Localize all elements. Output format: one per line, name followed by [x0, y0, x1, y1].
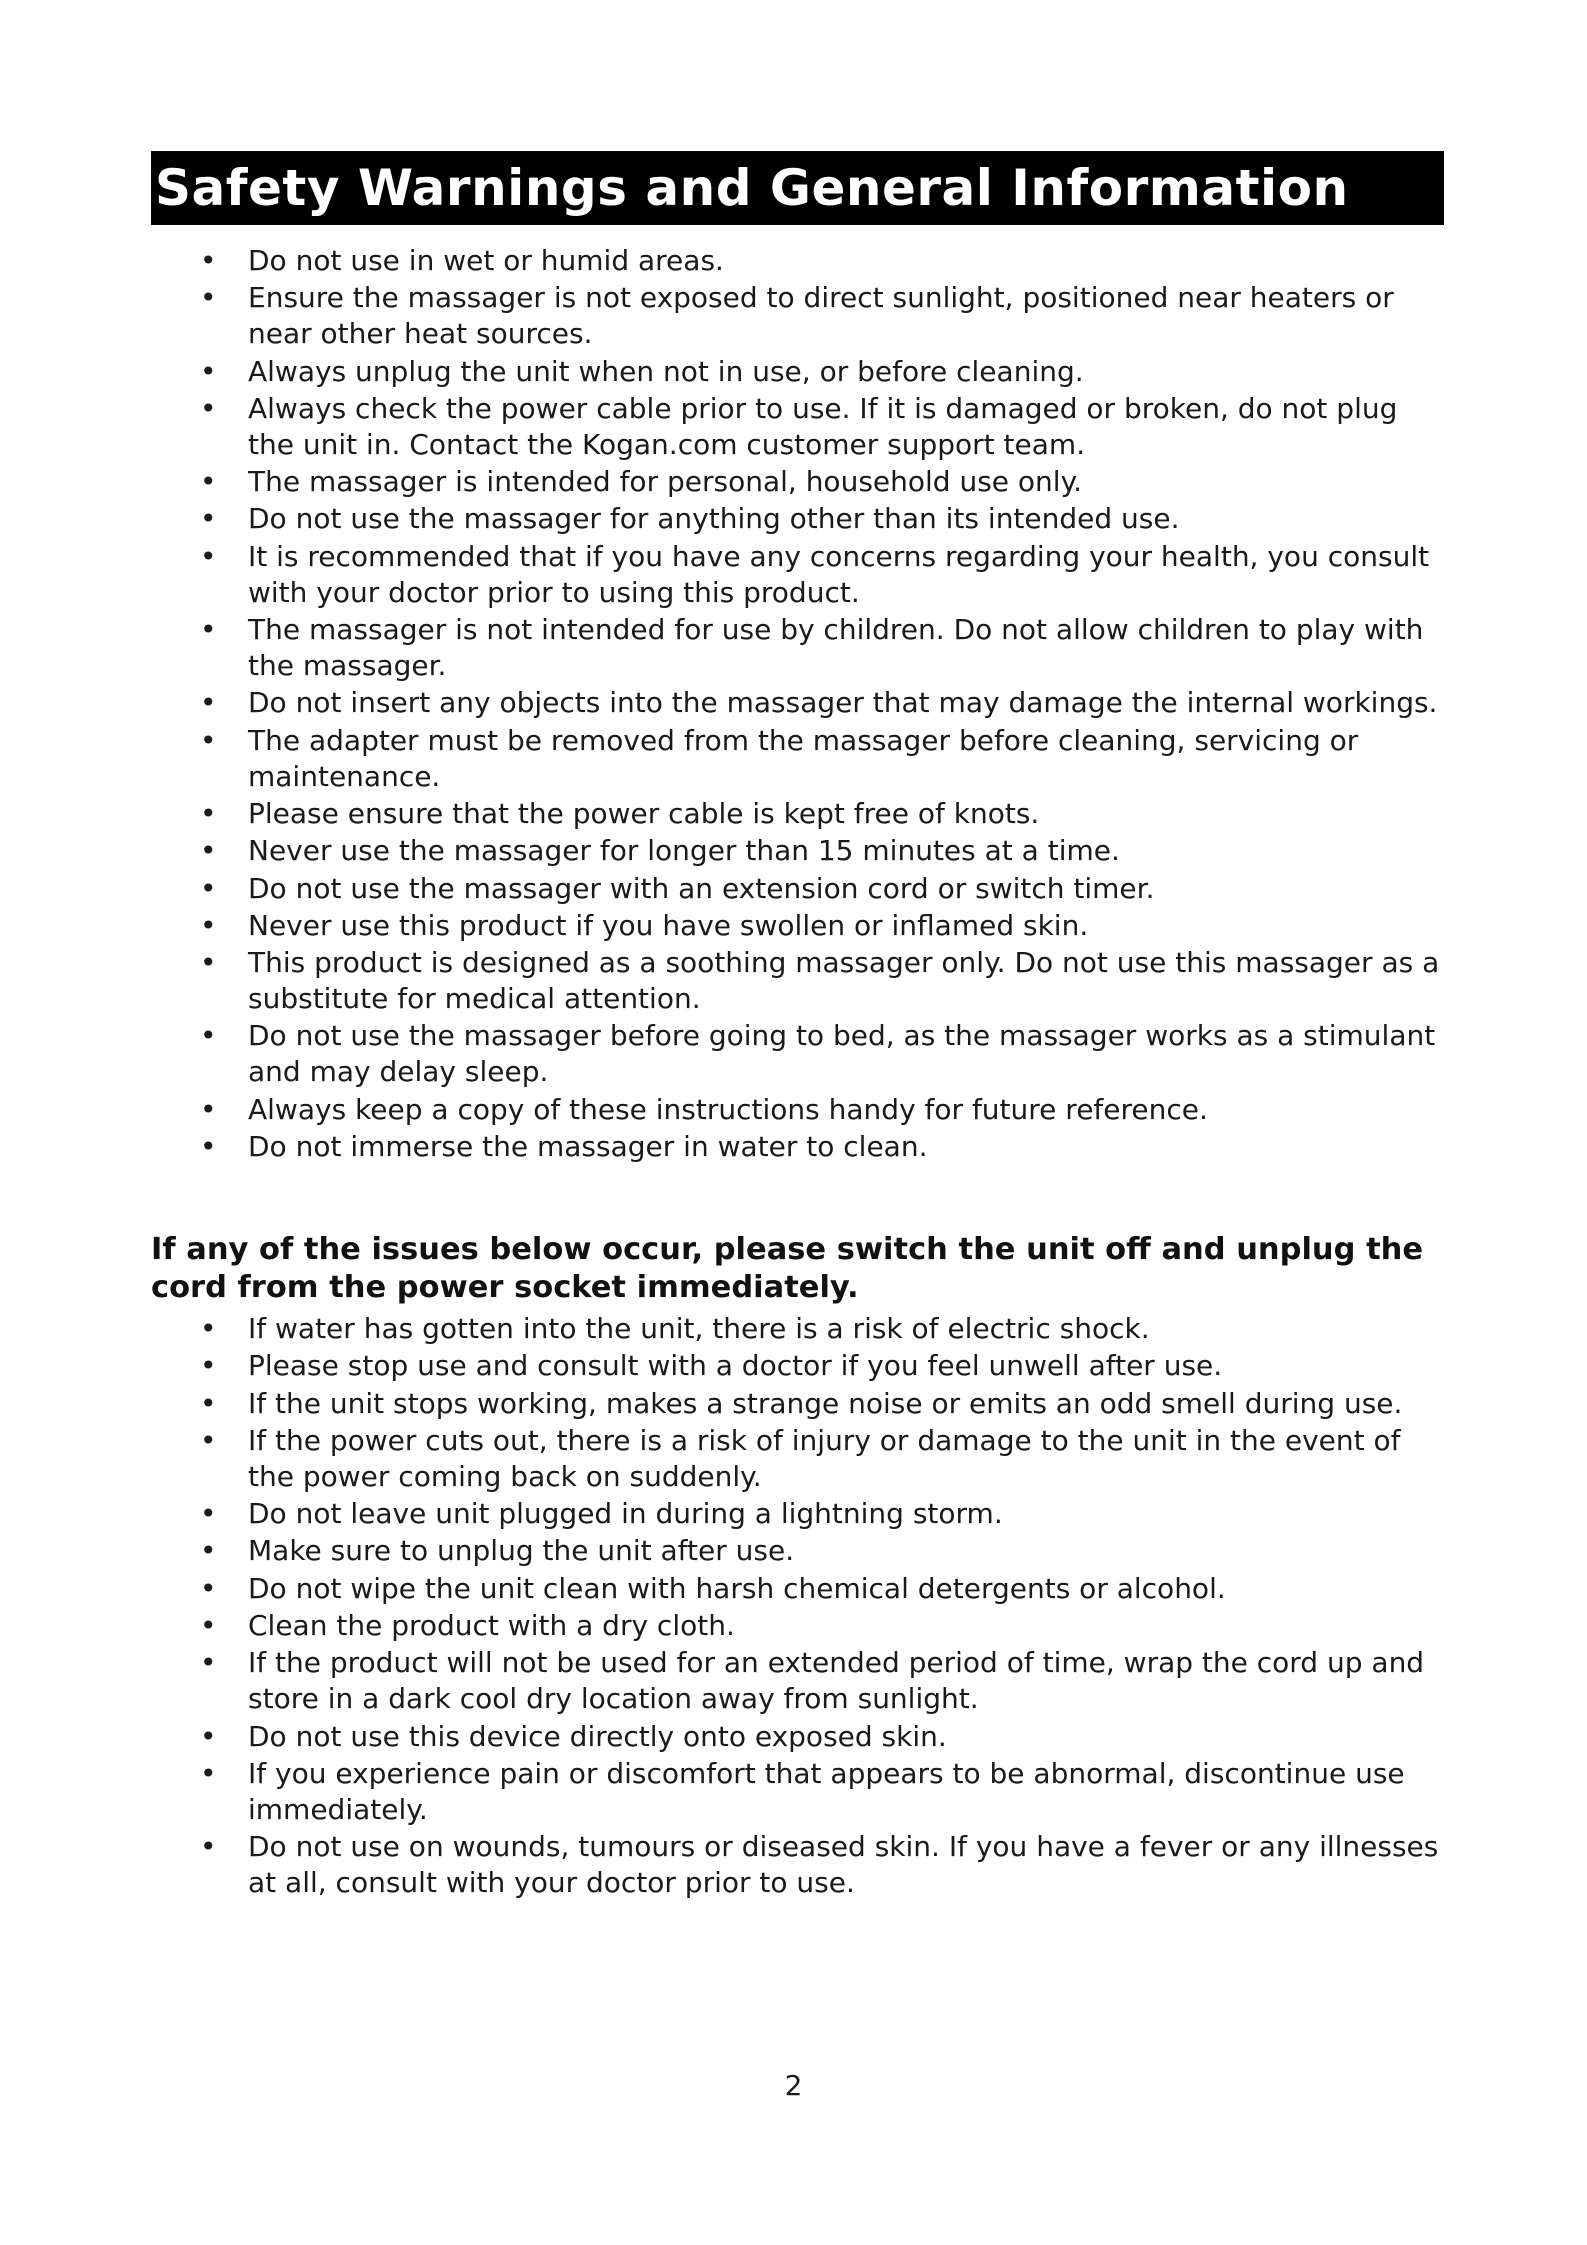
warning-text: Do not use the massager before going to bed, as the massager works as a stimulant and may delay sleep.: [248, 1019, 1436, 1089]
bullet-icon: •: [200, 465, 217, 499]
warning-item: [0, 243, 1587, 279]
warning-item: [0, 280, 1587, 352]
warning-text: It is recommended that if you have any concerns regarding your health, you consult with your doctor prior to using this product.: [248, 539, 1430, 609]
bullet-icon: •: [200, 1571, 217, 1605]
warning-item: [0, 685, 1587, 721]
issue-item: [0, 1311, 1587, 1347]
warning-text: The adapter must be removed from the massager before cleaning, servicing or maintenance.: [248, 723, 1359, 793]
bullet-icon: •: [200, 1609, 217, 1643]
warning-item: [0, 354, 1587, 390]
bullet-icon: •: [200, 686, 217, 720]
bullet-icon: •: [200, 613, 217, 647]
bullet-icon: •: [200, 502, 217, 536]
issue-item: [0, 1496, 1587, 1532]
issue-item: [0, 1386, 1587, 1422]
page-title: Safety Warnings and General Information: [155, 159, 1349, 217]
issue-item: [0, 1756, 1587, 1828]
issue-text: If the product will not be used for an extended period of time, wrap the cord up and store in a dark cool dry location away from sunlight.: [248, 1646, 1425, 1716]
bullet-icon: •: [200, 1312, 217, 1345]
warning-text: Do not use in wet or humid areas.: [248, 244, 724, 277]
warning-item: [0, 871, 1587, 907]
warning-item: [0, 1129, 1587, 1165]
issue-item: [0, 1533, 1587, 1569]
bullet-icon: •: [200, 946, 217, 980]
issue-text: Please stop use and consult with a doctor if you feel unwell after use.: [248, 1349, 1223, 1383]
issue-text: Do not use this device directly onto exposed skin.: [248, 1719, 947, 1753]
warnings-list: [0, 243, 1587, 1166]
bullet-icon: •: [200, 723, 217, 757]
bullet-icon: •: [200, 1719, 217, 1753]
warning-text: The massager is not intended for use by children. Do not allow children to play with the massager.: [248, 613, 1424, 683]
issue-item: [0, 1571, 1587, 1607]
bullet-icon: •: [200, 908, 217, 942]
bullet-icon: •: [200, 539, 217, 573]
warning-item: [0, 1092, 1587, 1128]
bullet-icon: •: [200, 1019, 217, 1053]
issues-list: [0, 1311, 1587, 1903]
bullet-icon: •: [200, 281, 217, 315]
issue-text: If the unit stops working, makes a strange noise or emits an odd smell during use.: [248, 1386, 1403, 1420]
issue-text: Do not use on wounds, tumours or diseased skin. If you have a fever or any illnesses at all, consult with your doctor prior to use.: [248, 1830, 1439, 1900]
warning-text: The massager is intended for personal, household use only.: [248, 465, 1083, 499]
warning-item: [0, 539, 1587, 611]
warning-text: Never use this product if you have swollen or inflamed skin.: [248, 908, 1089, 942]
bullet-icon: •: [200, 354, 217, 388]
issue-text: Do not wipe the unit clean with harsh chemical detergents or alcohol.: [248, 1571, 1226, 1605]
issue-text: If you experience pain or discomfort that appears to be abnormal, discontinue use immediately.: [248, 1756, 1405, 1826]
issue-text: Make sure to unplug the unit after use.: [248, 1534, 795, 1568]
warning-text: Do not immerse the massager in water to clean.: [248, 1130, 928, 1164]
bullet-icon: •: [200, 871, 217, 905]
issue-item: [0, 1645, 1587, 1717]
warning-item: [0, 501, 1587, 537]
bullet-icon: •: [200, 1497, 217, 1531]
issue-item: [0, 1608, 1587, 1644]
warning-item: [0, 464, 1587, 500]
warning-item: [0, 391, 1587, 463]
issues-heading: If any of the issues below occur, please switch the unit off and unplug the cord from the power socket immediately.: [151, 1232, 1424, 1305]
issue-text: If the power cuts out, there is a risk of injury or damage to the unit in the event of the power coming back on suddenly.: [248, 1423, 1401, 1493]
warning-item: [0, 833, 1587, 869]
issue-text: Do not leave unit plugged in during a lightning storm.: [248, 1497, 1003, 1531]
bullet-icon: •: [200, 1092, 217, 1126]
issue-item: [0, 1348, 1587, 1384]
warning-text: Do not use the massager for anything other than its intended use.: [248, 502, 1180, 536]
bullet-icon: •: [200, 1830, 217, 1864]
bullet-icon: •: [200, 1423, 217, 1457]
bullet-icon: •: [200, 1386, 217, 1420]
warning-item: [0, 908, 1587, 944]
title-banner: [151, 151, 1444, 225]
warning-text: Ensure the massager is not exposed to direct sunlight, positioned near heaters or near other heat sources.: [248, 281, 1394, 351]
issue-text: If water has gotten into the unit, there is a risk of electric shock.: [248, 1312, 1150, 1345]
bullet-icon: •: [200, 1349, 217, 1383]
warning-text: Always check the power cable prior to use. If it is damaged or broken, do not plug the unit in. Contact the Kogan.com customer support team.: [248, 391, 1398, 461]
warning-text: Never use the massager for longer than 15 minutes at a time.: [248, 834, 1120, 868]
issue-item: [0, 1829, 1587, 1901]
bullet-icon: •: [200, 1130, 217, 1164]
warning-item: [0, 1018, 1587, 1090]
bullet-icon: •: [200, 1756, 217, 1790]
warning-text: Do not insert any objects into the massager that may damage the internal workings.: [248, 686, 1438, 720]
bullet-icon: •: [200, 391, 217, 425]
bullet-icon: •: [200, 796, 217, 830]
warning-item: [0, 723, 1587, 795]
warning-item: [0, 945, 1587, 1017]
bullet-icon: •: [200, 834, 217, 868]
warning-text: Always unplug the unit when not in use, or before cleaning.: [248, 354, 1084, 388]
warning-text: Do not use the massager with an extension cord or switch timer.: [248, 871, 1155, 905]
warning-text: Please ensure that the power cable is kept free of knots.: [248, 796, 1040, 830]
bullet-icon: •: [200, 1534, 217, 1568]
warning-item: [0, 612, 1587, 684]
warning-text: This product is designed as a soothing massager only. Do not use this massager as a substitute for medical attention.: [248, 946, 1440, 1016]
bullet-icon: •: [200, 1646, 217, 1680]
issue-text: Clean the product with a dry cloth.: [248, 1609, 735, 1643]
bullet-icon: •: [200, 244, 217, 277]
warning-text: Always keep a copy of these instructions handy for future reference.: [248, 1092, 1208, 1126]
issue-item: [0, 1719, 1587, 1755]
issue-item: [0, 1423, 1587, 1495]
page-number: 2: [784, 2069, 803, 2102]
warning-item: [0, 796, 1587, 832]
